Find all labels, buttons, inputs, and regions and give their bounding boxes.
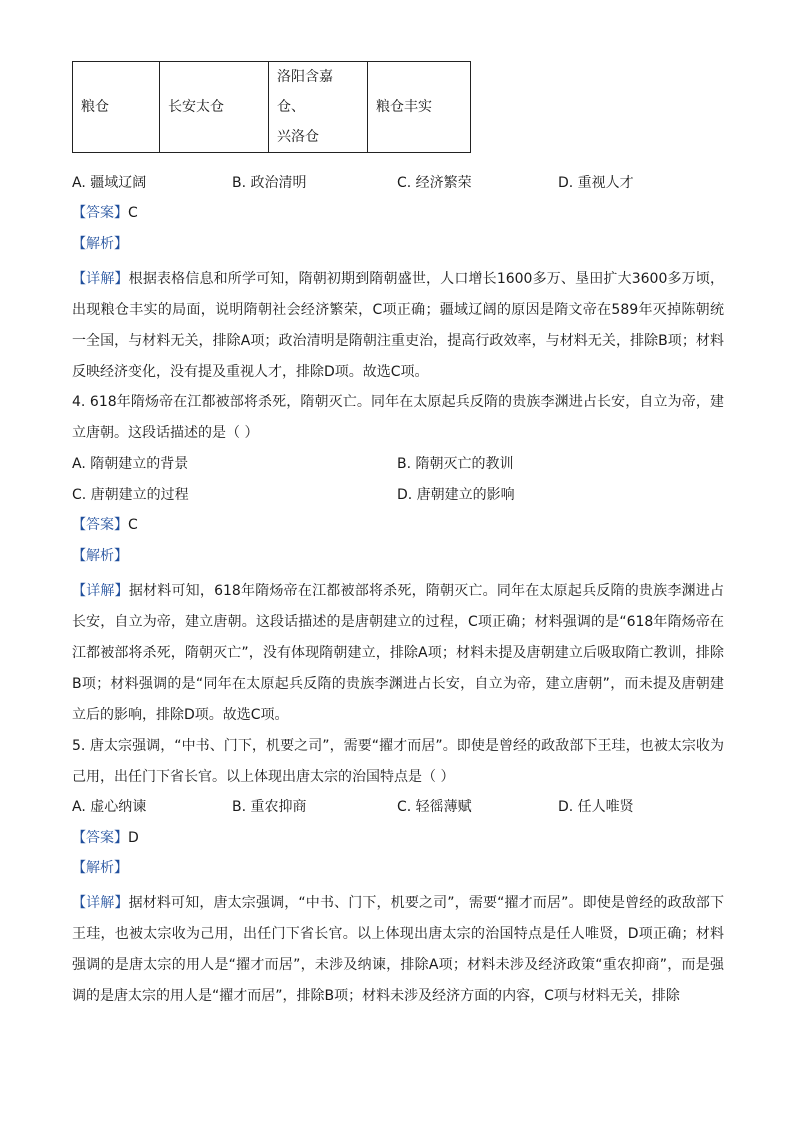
table-cell: 粮仓丰实 <box>368 62 471 153</box>
analysis-tag: 【解析】 <box>72 548 128 564</box>
q4-answer <box>72 515 722 535</box>
table-cell: 长安太仓 <box>160 62 269 153</box>
q5-option-d: D. 任人唯贤 <box>558 799 634 815</box>
granary-table <box>72 61 471 153</box>
q4-option-b: B. 隋朝灭亡的教训 <box>397 456 514 472</box>
q3-option-c: C. 经济繁荣 <box>397 175 472 191</box>
detail-text: 据材料可知，唐太宗强调，“中书、门下，机要之司”，需要“擢才而居”。即使是曾经的政敌部下王珪，也被太宗收为己用，出任门下省长官。以上体现出唐太宗的治国特点是任人唯贤，D项正确；材料强调的是唐太宗的用人是“擢才而居”，未涉及纳谏，排除A项；材料未涉及经济政策“重农抑商”，而是强调的是唐太宗的用人是“擢才而居”，排除B项；材料未涉及经济方面的内容，C项与材料无关，排除 <box>72 895 725 1004</box>
q3-option-b: B. 政治清明 <box>232 175 307 191</box>
table-cell: 粮仓 <box>73 62 160 153</box>
detail-text: 据材料可知，618年隋炀帝在江都被部将杀死，隋朝灭亡。同年在太原起兵反隋的贵族李渊进占长安，自立为帝，建立唐朝。这段话描述的是唐朝建立的过程，C项正确；材料强调的是“618年隋炀帝在江都被部将杀死，隋朝灭亡”，没有体现隋朝建立，排除A项；材料未提及唐朝建立后吸取隋亡教训，排除B项；材料强调的是“同年在太原起兵反隋的贵族李渊进占长安，自立为帝，建立唐朝”，而未提及唐朝建立后的影响，排除D项。故选C项。 <box>72 583 724 723</box>
answer-value: D <box>128 830 139 846</box>
detail-tag: 【详解】 <box>72 271 129 287</box>
table-cell-line: 洛阳含嘉仓、 <box>277 69 333 115</box>
answer-value: C <box>128 517 138 533</box>
table-cell-line: 兴洛仓 <box>277 129 319 145</box>
q5-option-c: C. 轻徭薄赋 <box>397 799 472 815</box>
answer-tag: 【答案】 <box>72 830 128 846</box>
analysis-tag: 【解析】 <box>72 860 128 876</box>
q4-option-d: D. 唐朝建立的影响 <box>397 487 515 503</box>
answer-tag: 【答案】 <box>72 205 128 221</box>
q3-detail <box>72 264 724 388</box>
answer-tag: 【答案】 <box>72 517 128 533</box>
q4-detail <box>72 576 724 731</box>
q5-answer <box>72 828 722 848</box>
q4-option-c: C. 唐朝建立的过程 <box>72 487 189 503</box>
analysis-tag: 【解析】 <box>72 236 128 252</box>
q5-option-b: B. 重农抑商 <box>232 799 307 815</box>
q3-analysis-heading <box>72 234 722 254</box>
q5-option-a: A. 虚心纳谏 <box>72 799 147 815</box>
q5-analysis-heading <box>72 858 722 878</box>
q5-detail <box>72 888 724 1012</box>
q4-stem: 4. 618年隋炀帝在江都被部将杀死，隋朝灭亡。同年在太原起兵反隋的贵族李渊进占长安，自立为帝，建立唐朝。这段话描述的是（ ） <box>72 394 724 441</box>
q3-option-d: D. 重视人才 <box>558 175 634 191</box>
table-row <box>73 62 471 153</box>
detail-text: 根据表格信息和所学可知，隋朝初期到隋朝盛世，人口增长1600多万、垦田扩大3600多万顷，出现粮仓丰实的局面，说明隋朝社会经济繁荣，C项正确；疆域辽阔的原因是隋文帝在589年灭掉陈朝统一全国，与材料无关，排除A项；政治清明是隋朝注重吏治，提高行政效率，与材料无关，排除B项；材料反映经济变化，没有提及重视人才，排除D项。故选C项。 <box>72 271 725 380</box>
detail-tag: 【详解】 <box>72 895 129 911</box>
q4-analysis-heading <box>72 546 722 566</box>
q3-option-a: A. 疆域辽阔 <box>72 175 147 191</box>
detail-tag: 【详解】 <box>72 583 129 599</box>
q5-stem: 5. 唐太宗强调，“中书、门下，机要之司”，需要“擢才而居”。即使是曾经的政敌部下王珪，也被太宗收为己用，出任门下省长官。以上体现出唐太宗的治国特点是（ ） <box>72 738 724 785</box>
q3-answer <box>72 203 722 223</box>
answer-value: C <box>128 205 138 221</box>
q4-option-a: A. 隋朝建立的背景 <box>72 456 189 472</box>
table-cell <box>269 62 368 153</box>
